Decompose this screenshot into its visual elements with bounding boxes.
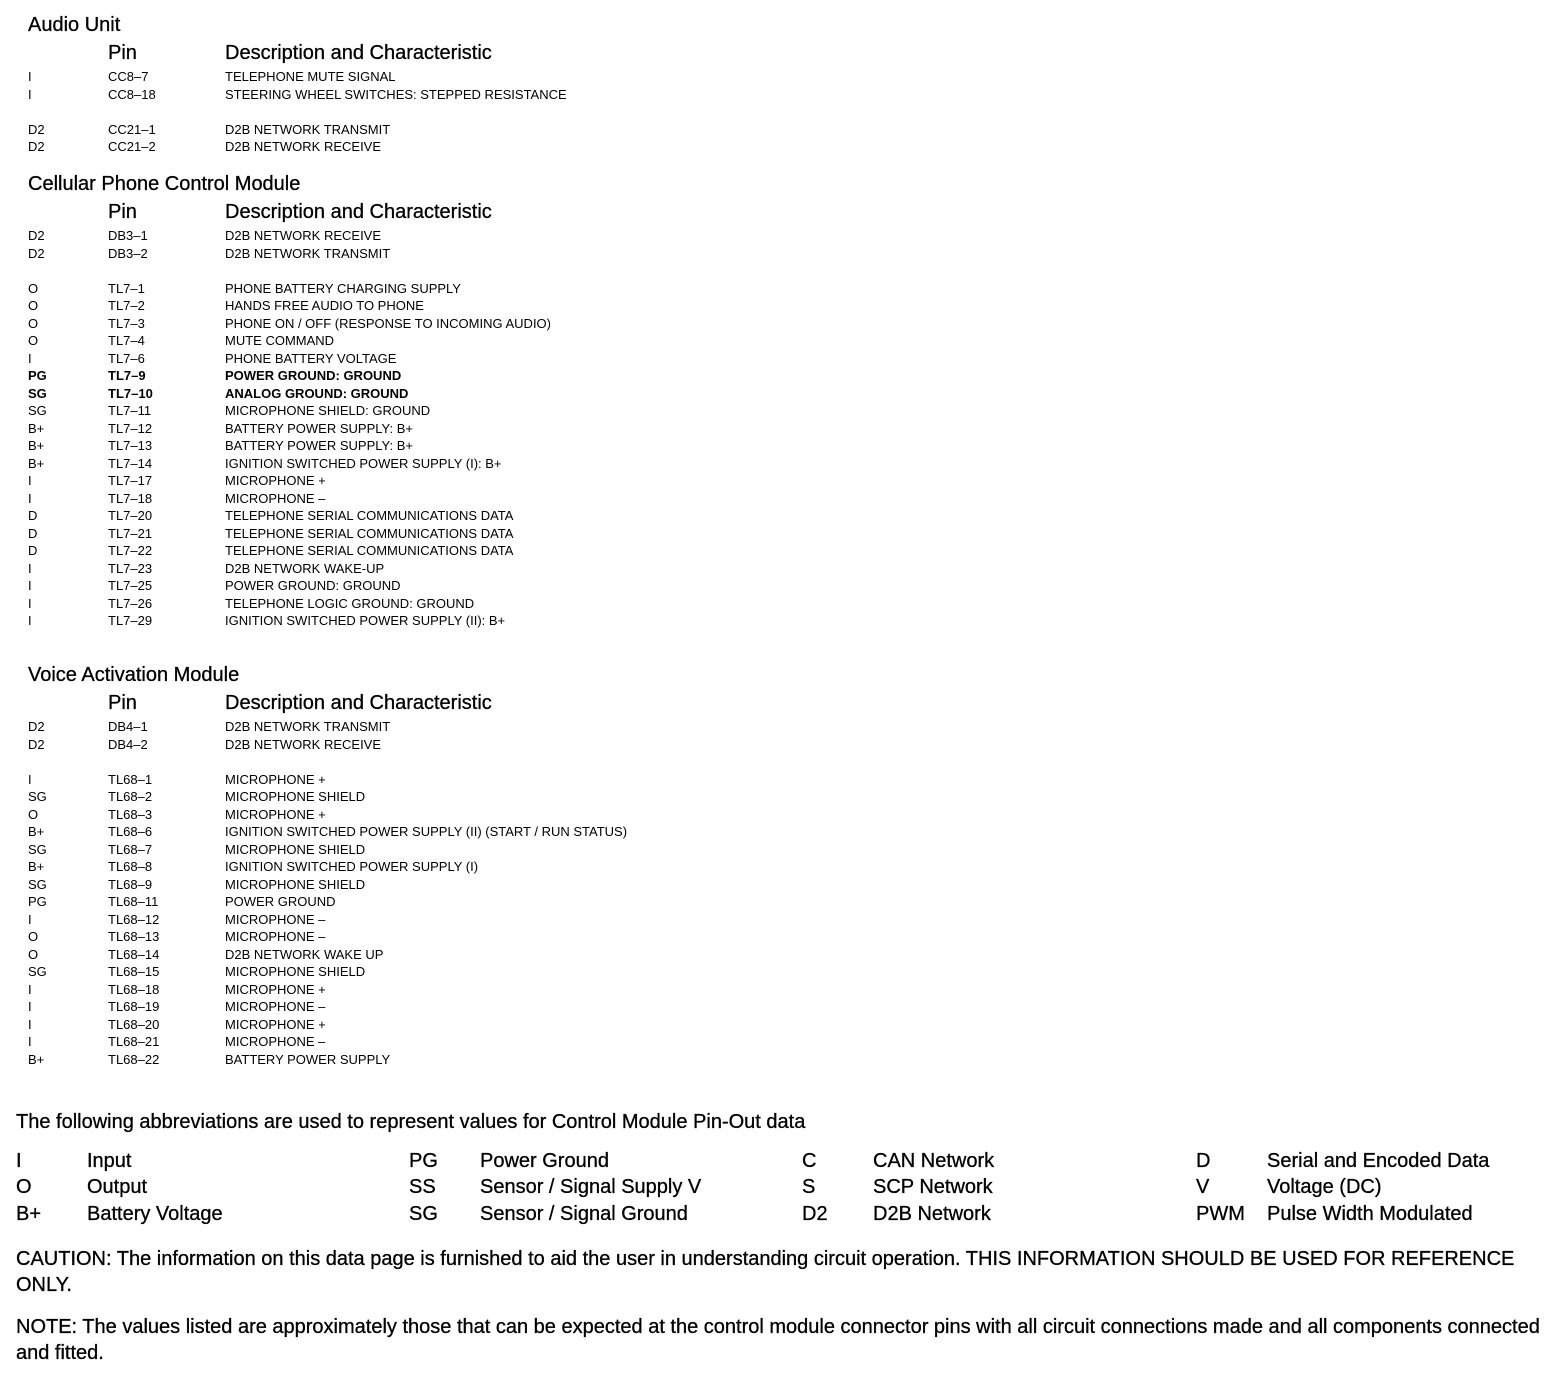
pin-description: MUTE COMMAND — [225, 333, 335, 348]
pin-id: CC8–18 — [108, 86, 156, 102]
pin-header: Pin — [108, 201, 137, 223]
pin-description: D2B NETWORK RECEIVE — [225, 736, 382, 752]
signal-type: O — [28, 929, 39, 944]
abbreviation-code: I — [16, 1150, 22, 1172]
table-row — [28, 876, 1128, 894]
pin-header: Pin — [108, 692, 137, 714]
pin-description: BATTERY POWER SUPPLY — [225, 1051, 391, 1067]
pin-id: TL7–9 — [108, 368, 146, 383]
table-row — [28, 841, 1128, 859]
pin-description: MICROPHONE + — [225, 981, 326, 997]
table-row — [28, 332, 1128, 350]
column-header — [28, 688, 1128, 718]
pin-id: TL7–11 — [108, 403, 152, 418]
signal-type: SG — [28, 385, 47, 401]
pin-id: TL7–22 — [108, 543, 153, 558]
signal-type: I — [28, 911, 32, 927]
pin-description: D2B NETWORK WAKE-UP — [225, 560, 385, 576]
cellular-phone-section — [28, 171, 1128, 630]
abbreviation-item — [802, 1201, 1192, 1227]
pin-description: PHONE BATTERY VOLTAGE — [225, 350, 397, 366]
section-title: Voice Activation Module — [28, 664, 240, 686]
pin-id: TL68–19 — [108, 999, 160, 1014]
table-row — [28, 981, 1128, 999]
signal-type: I — [28, 69, 32, 84]
signal-type: SG — [28, 789, 47, 804]
pin-id: DB4–2 — [108, 736, 148, 752]
pin-id: TL68–22 — [108, 1051, 160, 1067]
abbreviation-code: V — [1196, 1176, 1210, 1199]
table-row — [28, 367, 1128, 385]
abbreviation-item — [16, 1201, 406, 1227]
column-header — [28, 38, 1128, 68]
signal-type: I — [28, 771, 32, 787]
abbreviation-item — [802, 1174, 1192, 1200]
table-row — [28, 577, 1128, 595]
signal-type: B+ — [28, 859, 45, 874]
pin-id: TL68–20 — [108, 1016, 160, 1032]
pin-description: POWER GROUND — [225, 894, 336, 909]
pin-id: CC21–1 — [108, 121, 156, 137]
table-row — [28, 420, 1128, 438]
signal-type: D2 — [28, 139, 45, 154]
pin-id: TL7–13 — [108, 438, 153, 453]
section-title: Audio Unit — [28, 14, 121, 36]
table-row — [28, 998, 1128, 1016]
signal-type: B+ — [28, 438, 45, 453]
table-row — [28, 788, 1128, 806]
pin-id: CC8–7 — [108, 69, 149, 84]
table-row — [28, 736, 1128, 754]
pin-table — [28, 68, 1128, 156]
pin-description: D2B NETWORK TRANSMIT — [225, 121, 391, 137]
pin-table — [28, 227, 1128, 630]
pin-description: MICROPHONE – — [225, 490, 326, 506]
signal-type: I — [28, 86, 32, 102]
table-row — [28, 455, 1128, 473]
note-text: NOTE: The values listed are approximately those that can be expected at the control module connector pins with all circuit connections made and all components connected and fitted. — [16, 1316, 1540, 1364]
table-row — [28, 911, 1128, 929]
pin-id: DB3–2 — [108, 245, 148, 261]
abbreviations-legend — [16, 1148, 1556, 1228]
table-row — [28, 806, 1128, 824]
signal-type: D2 — [28, 228, 45, 243]
signal-type: B+ — [28, 420, 45, 436]
signal-type: I — [28, 490, 32, 506]
pin-description: MICROPHONE + — [225, 771, 326, 787]
table-row — [28, 963, 1128, 981]
abbreviation-code: SG — [409, 1202, 438, 1225]
abbreviation-meaning: Output — [87, 1176, 148, 1199]
signal-type: O — [28, 946, 39, 962]
pin-id: TL68–8 — [108, 859, 153, 874]
table-row — [28, 315, 1128, 333]
table-row — [28, 823, 1128, 841]
pin-description: TELEPHONE MUTE SIGNAL — [225, 69, 396, 84]
pin-description: PHONE BATTERY CHARGING SUPPLY — [225, 280, 461, 296]
pin-id: TL68–21 — [108, 1034, 160, 1049]
table-row — [28, 138, 1128, 156]
abbreviation-meaning: Battery Voltage — [87, 1202, 223, 1225]
abbreviation-code: B+ — [16, 1202, 42, 1225]
pin-id: TL7–18 — [108, 490, 153, 506]
table-row — [28, 437, 1128, 455]
abbreviation-code: O — [16, 1176, 32, 1199]
pin-id: TL68–1 — [108, 771, 153, 787]
pin-description: MICROPHONE – — [225, 911, 326, 927]
abbreviation-column — [1196, 1148, 1568, 1227]
signal-type: I — [28, 560, 32, 576]
signal-type: I — [28, 999, 32, 1014]
table-row — [28, 490, 1128, 508]
pin-description: POWER GROUND: GROUND — [225, 578, 401, 593]
pin-description: TELEPHONE SERIAL COMMUNICATIONS DATA — [225, 525, 514, 541]
pin-id: TL68–15 — [108, 964, 160, 979]
abbreviation-meaning: Sensor / Signal Ground — [480, 1202, 688, 1225]
signal-type: I — [28, 473, 32, 488]
table-row — [28, 525, 1128, 543]
pin-description: IGNITION SWITCHED POWER SUPPLY (I): B+ — [225, 455, 502, 471]
pin-description: IGNITION SWITCHED POWER SUPPLY (II) (START / RUN STATUS) — [225, 824, 628, 839]
pin-table — [28, 718, 1128, 1068]
table-row — [28, 928, 1128, 946]
pin-description: D2B NETWORK TRANSMIT — [225, 245, 391, 261]
pin-id: CC21–2 — [108, 139, 156, 154]
table-row — [28, 595, 1128, 613]
signal-type: I — [28, 981, 32, 997]
signal-type: O — [28, 315, 39, 331]
abbreviation-meaning: SCP Network — [873, 1176, 993, 1199]
pin-description: IGNITION SWITCHED POWER SUPPLY (II): B+ — [225, 613, 506, 628]
table-row — [28, 542, 1128, 560]
table-row — [28, 946, 1128, 964]
table-row — [28, 350, 1128, 368]
table-row — [28, 1016, 1128, 1034]
pin-id: TL7–14 — [108, 455, 153, 471]
pin-description: POWER GROUND: GROUND — [225, 368, 402, 383]
signal-type: I — [28, 1034, 32, 1049]
signal-type: D2 — [28, 245, 45, 261]
signal-type: B+ — [28, 824, 45, 839]
pin-header: Pin — [108, 42, 137, 64]
abbreviation-column — [16, 1148, 406, 1227]
group-spacer — [28, 753, 1128, 771]
pin-description: D2B NETWORK TRANSMIT — [225, 719, 391, 734]
pin-id: TL7–6 — [108, 350, 145, 366]
pin-id: TL7–21 — [108, 525, 153, 541]
group-spacer — [28, 262, 1128, 280]
signal-type: D2 — [28, 736, 45, 752]
table-row — [28, 507, 1128, 525]
pin-id: TL68–18 — [108, 981, 160, 997]
pin-id: TL7–3 — [108, 315, 145, 331]
abbreviation-code: PG — [409, 1150, 438, 1172]
abbreviation-item — [409, 1174, 799, 1200]
pin-id: TL68–7 — [108, 841, 153, 857]
abbreviation-item — [16, 1174, 406, 1200]
pin-description: MICROPHONE + — [225, 1016, 326, 1032]
signal-type: O — [28, 806, 39, 822]
table-row — [28, 280, 1128, 298]
pin-description: MICROPHONE + — [225, 806, 326, 822]
pin-description: D2B NETWORK RECEIVE — [225, 139, 382, 154]
pin-id: TL68–12 — [108, 911, 160, 927]
pin-id: TL7–1 — [108, 280, 145, 296]
table-row — [28, 121, 1128, 139]
pin-id: TL7–29 — [108, 613, 153, 628]
abbreviation-item — [1196, 1201, 1568, 1227]
table-row — [28, 612, 1128, 630]
pin-description: D2B NETWORK RECEIVE — [225, 228, 382, 243]
abbreviations-intro: The following abbreviations are used to represent values for Control Module Pin-Out data — [16, 1111, 806, 1133]
signal-type: I — [28, 613, 32, 628]
abbreviation-meaning: Input — [87, 1150, 132, 1172]
pin-description: IGNITION SWITCHED POWER SUPPLY (I) — [225, 859, 479, 874]
abbreviation-meaning: Sensor / Signal Supply V — [480, 1176, 702, 1199]
abbreviation-item — [1196, 1174, 1568, 1200]
caution-text: CAUTION: The information on this data page is furnished to aid the user in understanding circuit operation. THIS INFORMATION SHOULD BE USED FOR REFERENCE ONLY. — [16, 1248, 1515, 1296]
signal-type: D2 — [28, 719, 45, 734]
pin-id: TL7–4 — [108, 333, 145, 348]
signal-type: D — [28, 525, 38, 541]
pin-id: DB4–1 — [108, 719, 148, 734]
signal-type: SG — [28, 876, 47, 892]
pin-description: MICROPHONE – — [225, 929, 326, 944]
pin-id: TL7–2 — [108, 298, 145, 313]
pin-description: BATTERY POWER SUPPLY: B+ — [225, 438, 413, 453]
pin-id: TL7–26 — [108, 595, 153, 611]
voice-activation-section — [28, 662, 1128, 1068]
audio-unit-section — [28, 12, 1128, 156]
table-row — [28, 402, 1128, 420]
signal-type: I — [28, 1016, 32, 1032]
table-row — [28, 718, 1128, 736]
abbreviation-code: S — [802, 1176, 816, 1199]
pin-description: MICROPHONE SHIELD — [225, 964, 366, 979]
table-row — [28, 560, 1128, 578]
table-row — [28, 227, 1128, 245]
pin-description: TELEPHONE SERIAL COMMUNICATIONS DATA — [225, 543, 514, 558]
abbreviation-item — [1196, 1148, 1568, 1174]
table-row — [28, 68, 1128, 86]
signal-type: O — [28, 333, 39, 348]
description-header: Description and Characteristic — [225, 201, 492, 223]
table-row — [28, 245, 1128, 263]
group-spacer — [28, 103, 1128, 121]
signal-type: SG — [28, 841, 47, 857]
abbreviation-code: D — [1196, 1150, 1211, 1172]
signal-type: SG — [28, 403, 47, 418]
pin-id: TL7–25 — [108, 578, 153, 593]
table-row — [28, 86, 1128, 104]
signal-type: O — [28, 298, 39, 313]
pin-id: TL68–6 — [108, 824, 153, 839]
abbreviation-item — [409, 1148, 799, 1174]
pin-description: D2B NETWORK WAKE UP — [225, 946, 384, 962]
pin-description: MICROPHONE SHIELD — [225, 876, 366, 892]
pin-id: TL7–17 — [108, 473, 153, 488]
table-row — [28, 771, 1128, 789]
pin-description: TELEPHONE LOGIC GROUND: GROUND — [225, 595, 475, 611]
abbreviation-column — [802, 1148, 1192, 1227]
abbreviation-meaning: Serial and Encoded Data — [1267, 1150, 1490, 1172]
pin-id: TL68–11 — [108, 894, 159, 909]
pin-description: MICROPHONE SHIELD: GROUND — [225, 403, 431, 418]
signal-type: O — [28, 280, 39, 296]
pin-description: MICROPHONE + — [225, 473, 326, 488]
section-title: Cellular Phone Control Module — [28, 173, 301, 195]
abbreviation-meaning: CAN Network — [873, 1150, 995, 1172]
signal-type: B+ — [28, 455, 45, 471]
pin-id: TL68–3 — [108, 806, 153, 822]
pin-id: TL68–14 — [108, 946, 160, 962]
abbreviation-meaning: Power Ground — [480, 1150, 609, 1172]
pin-id: TL68–13 — [108, 929, 160, 944]
abbreviation-code: C — [802, 1150, 817, 1172]
signal-type: I — [28, 578, 32, 593]
abbreviation-item — [802, 1148, 1192, 1174]
pin-id: DB3–1 — [108, 228, 148, 243]
pin-id: TL68–2 — [108, 789, 153, 804]
abbreviation-code: D2 — [802, 1202, 828, 1225]
signal-type: PG — [28, 894, 47, 909]
signal-type: B+ — [28, 1051, 45, 1067]
abbreviation-item — [16, 1148, 406, 1174]
table-row — [28, 893, 1128, 911]
signal-type: I — [28, 595, 32, 611]
abbreviation-code: SS — [409, 1176, 436, 1199]
signal-type: PG — [28, 368, 47, 383]
signal-type: D — [28, 508, 38, 523]
pin-id: TL68–9 — [108, 876, 153, 892]
pin-id: TL7–20 — [108, 508, 153, 523]
table-row — [28, 858, 1128, 876]
table-row — [28, 385, 1128, 403]
table-row — [28, 1051, 1128, 1069]
pin-description: MICROPHONE – — [225, 999, 326, 1014]
signal-type: I — [28, 350, 32, 366]
table-row — [28, 1033, 1128, 1051]
abbreviation-column — [409, 1148, 799, 1227]
signal-type: SG — [28, 964, 47, 979]
abbreviation-meaning: Pulse Width Modulated — [1267, 1202, 1473, 1225]
abbreviation-item — [409, 1201, 799, 1227]
signal-type: D — [28, 543, 38, 558]
pin-description: STEERING WHEEL SWITCHES: STEPPED RESISTANCE — [225, 86, 567, 102]
signal-type: D2 — [28, 121, 45, 137]
pin-description: BATTERY POWER SUPPLY: B+ — [225, 420, 413, 436]
pin-description: MICROPHONE SHIELD — [225, 789, 366, 804]
abbreviation-meaning: Voltage (DC) — [1267, 1176, 1382, 1199]
description-header: Description and Characteristic — [225, 42, 492, 64]
pin-description: MICROPHONE – — [225, 1034, 326, 1049]
pin-description: HANDS FREE AUDIO TO PHONE — [225, 298, 424, 313]
column-header — [28, 197, 1128, 227]
description-header: Description and Characteristic — [225, 692, 492, 714]
table-row — [28, 472, 1128, 490]
pin-id: TL7–12 — [108, 420, 153, 436]
abbreviation-meaning: D2B Network — [873, 1202, 991, 1225]
pin-description: TELEPHONE SERIAL COMMUNICATIONS DATA — [225, 508, 514, 523]
pin-id: TL7–10 — [108, 385, 153, 401]
pin-id: TL7–23 — [108, 560, 153, 576]
pin-description: MICROPHONE SHIELD — [225, 841, 366, 857]
table-row — [28, 297, 1128, 315]
abbreviation-code: PWM — [1196, 1202, 1245, 1225]
pin-description: PHONE ON / OFF (RESPONSE TO INCOMING AUDIO) — [225, 315, 551, 331]
pin-description: ANALOG GROUND: GROUND — [225, 385, 409, 401]
